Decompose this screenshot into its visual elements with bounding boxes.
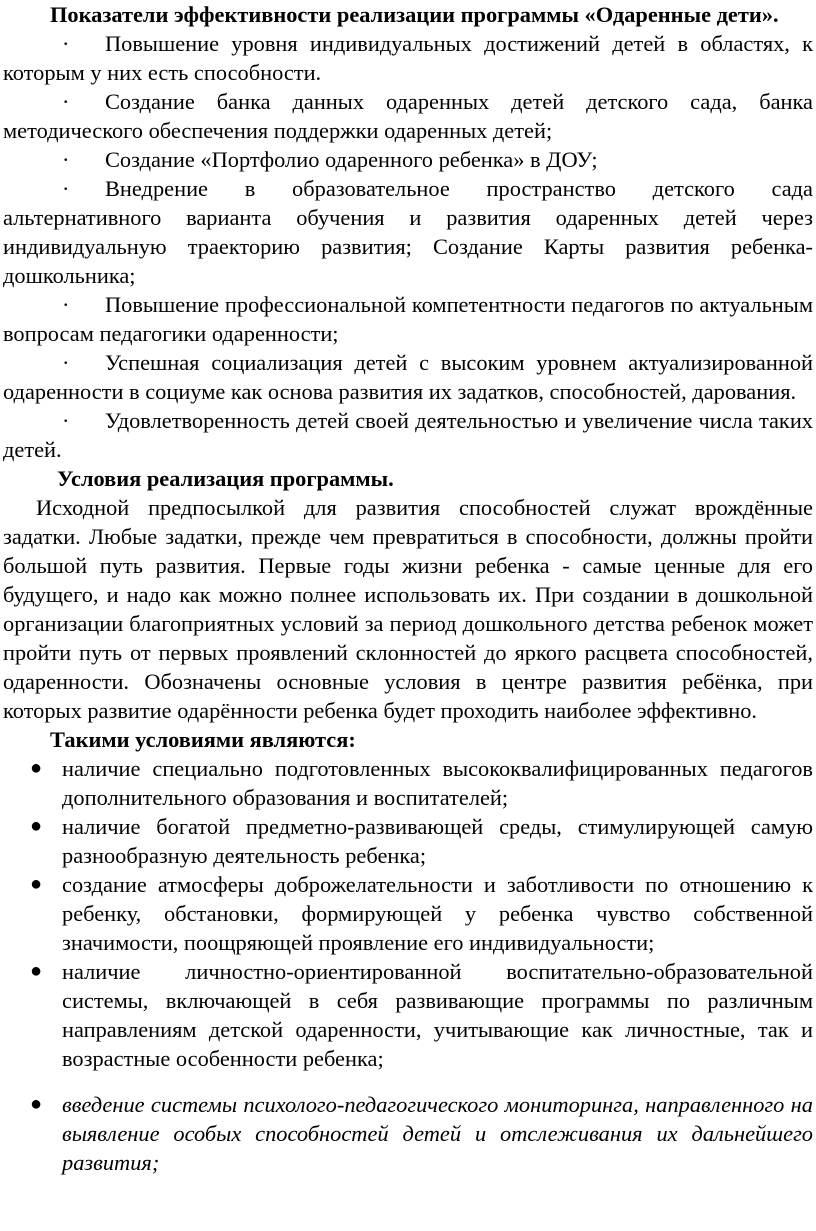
indicator-item bbox=[3, 348, 813, 406]
indicators-list bbox=[3, 29, 813, 464]
indicator-text: Удовлетворенность детей своей деятельностью и увеличение числа таких детей. bbox=[3, 408, 813, 462]
list-item bbox=[3, 957, 813, 1073]
indicator-marker: · bbox=[62, 176, 70, 201]
subsection-heading: Такими условиями являются: bbox=[50, 727, 356, 752]
body-paragraph: Исходной предпосылкой для развития способностей служат врождённые задатки. Любые задатки, прежде чем превратиться в способности, должны пройти большой путь развития. Первые годы жизни ребенка - самые ценные для его будущего, и надо как можно полнее использовать их. При создании в дошкольной организации благоприятных условий за период дошкольного детства ребенок может пройти путь от первых проявлений склонностей до яркого расцвета способностей, одаренности. Обозначены основные условия в центре развития ребёнка, при которых развитие одарённости ребенка будет проходить наиболее эффективно. bbox=[3, 495, 813, 723]
indicator-text: Создание «Портфолио одаренного ребенка» в ДОУ; bbox=[105, 147, 598, 172]
indicator-text: Повышение профессиональной компетентности педагогов по актуальным вопросам педагогики одаренности; bbox=[3, 292, 813, 346]
indicator-item bbox=[3, 406, 813, 464]
list-item bbox=[3, 812, 813, 870]
conditions-list bbox=[3, 754, 813, 1177]
indicator-item bbox=[3, 29, 813, 87]
indicator-text: Повышение уровня индивидуальных достижений детей в областях, к которым у них есть способности. bbox=[3, 31, 813, 85]
indicator-marker: · bbox=[62, 408, 70, 433]
bullet-icon: ● bbox=[30, 815, 43, 837]
list-item bbox=[3, 1090, 813, 1177]
indicator-text: Успешная социализация детей с высоким уровнем актуализированной одаренности в социуме как основа развития их задатков, способностей, дарования. bbox=[3, 350, 813, 404]
indicator-marker: · bbox=[62, 89, 70, 114]
page-title: Показатели эффективности реализации программы «Одаренные дети». bbox=[50, 2, 779, 27]
bullet-icon: ● bbox=[30, 1093, 43, 1115]
indicator-item bbox=[3, 290, 813, 348]
section-heading: Условия реализация программы. bbox=[57, 466, 394, 491]
indicator-marker: · bbox=[62, 350, 70, 375]
indicator-item bbox=[3, 145, 813, 174]
bullet-icon: ● bbox=[30, 960, 43, 982]
list-item-text: наличие специально подготовленных высококвалифицированных педагогов дополнительного образования и воспитателей; bbox=[62, 756, 813, 810]
list-item-text: создание атмосферы доброжелательности и заботливости по отношению к ребенку, обстановки, формирующей у ребенка чувство собственной значимости, поощряющей проявление его индивидуальности; bbox=[62, 872, 813, 955]
indicator-marker: · bbox=[62, 147, 70, 172]
indicator-marker: · bbox=[62, 292, 70, 317]
indicator-item bbox=[3, 174, 813, 290]
list-item-text: введение системы психолого-педагогического мониторинга, направленного на выявление особых способностей детей и отслеживания их дальнейшего развития; bbox=[62, 1092, 813, 1175]
list-item-text: наличие личностно-ориентированной воспитательно-образовательной системы, включающей в себя развивающие программы по различным направлениям детской одаренности, учитывающие как личностные, так и возрастные особенности ребенка; bbox=[62, 959, 813, 1071]
indicator-item bbox=[3, 87, 813, 145]
indicator-text: Внедрение в образовательное пространство детского сада альтернативного варианта обучения и развития одаренных детей через индивидуальную траекторию развития; Создание Карты развития ребенка-дошкольника; bbox=[3, 176, 813, 288]
indicator-text: Создание банка данных одаренных детей детского сада, банка методического обеспечения поддержки одаренных детей; bbox=[3, 89, 813, 143]
list-item bbox=[3, 870, 813, 957]
bullet-icon: ● bbox=[30, 873, 43, 895]
list-item bbox=[3, 754, 813, 812]
bullet-icon: ● bbox=[30, 757, 43, 779]
list-item-text: наличие богатой предметно-развивающей среды, стимулирующей самую разнообразную деятельность ребенка; bbox=[62, 814, 813, 868]
indicator-marker: · bbox=[62, 31, 70, 56]
